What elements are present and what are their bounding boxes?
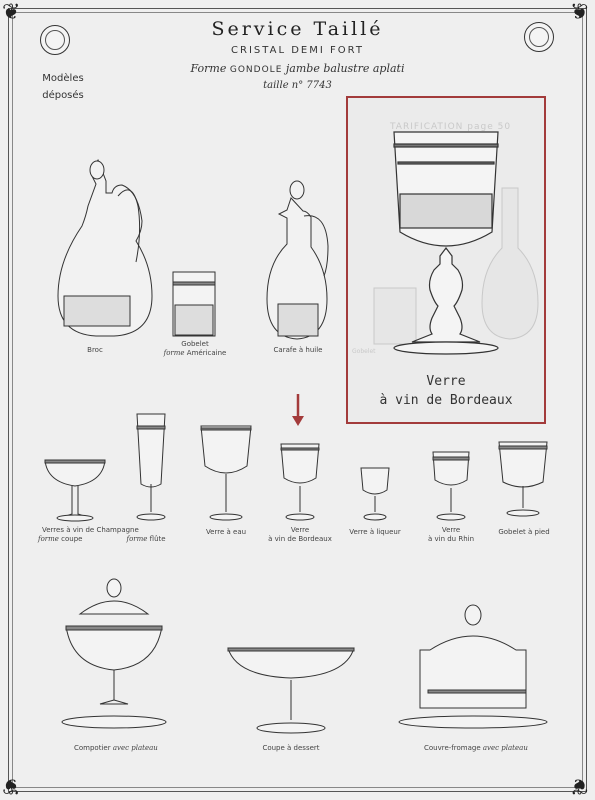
caption-compotier <box>74 744 158 753</box>
caption-rhin <box>422 526 480 544</box>
page-title: Service Taillé <box>211 18 384 40</box>
callout-faded-caption: Gobelet <box>352 348 376 355</box>
caption-broc: Broc <box>87 346 103 354</box>
caption-coupe-dessert: Coupe à dessert <box>262 744 320 752</box>
caption-champagne-line1: Verres à vin de Champagne <box>42 526 139 534</box>
caption-champagne-flute: flûte <box>149 535 166 543</box>
caption-champagne-forme1: forme <box>38 535 59 543</box>
caption-bordeaux-line2: à vin de Bordeaux <box>268 535 332 543</box>
callout-line2: à vin de Bordeaux <box>379 393 513 408</box>
page-subtitle: CRISTAL DEMI FORT <box>231 45 364 56</box>
caption-couvre-fromage <box>424 744 528 753</box>
callout-line1: Verre <box>426 374 466 389</box>
caption-rhin-line1: Verre <box>441 526 461 534</box>
caption-compotier-avec: avec plateau <box>112 744 158 752</box>
forme-suffix: jambe balustre aplati <box>285 62 405 75</box>
caption-champagne <box>38 526 166 544</box>
caption-champagne-forme2: forme <box>126 535 148 543</box>
caption-gobelet-line1: Gobelet <box>181 340 209 348</box>
caption-eau: Verre à eau <box>205 528 247 536</box>
forme-name: GONDOLE <box>229 65 283 75</box>
caption-bordeaux-line1: Verre <box>290 526 310 534</box>
taille-number: taille n° 7743 <box>263 80 332 91</box>
caption-bordeaux <box>262 526 338 544</box>
corner-ornament-icon: ❦ <box>2 0 21 25</box>
caption-compotier-name: Compotier <box>74 744 111 752</box>
caption-gobelet-forme: forme <box>163 349 185 357</box>
corner-ornament-icon: ❦ <box>2 773 21 798</box>
caption-rhin-line2: à vin du Rhin <box>427 535 475 543</box>
corner-ornament-icon: ❦ <box>570 0 589 25</box>
callout-faded-header: TARIFICATION page 50 <box>390 122 512 132</box>
caption-champagne-coupe: coupe <box>61 535 83 543</box>
corner-ornament-icon: ❦ <box>570 773 589 798</box>
modeles-line2: déposés <box>42 90 84 101</box>
caption-couvre-avec: avec plateau <box>482 744 528 752</box>
caption-couvre-name: Couvre-fromage <box>424 744 481 752</box>
caption-gobelet-pied: Gobelet à pied <box>498 528 550 536</box>
caption-gobelet-line2: Américaine <box>186 349 227 357</box>
caption-carafe: Carafe à huile <box>273 346 323 354</box>
modeles-line1: Modèles <box>42 73 84 84</box>
forme-prefix: Forme <box>190 62 227 75</box>
caption-liqueur: Verre à liqueur <box>349 528 401 536</box>
